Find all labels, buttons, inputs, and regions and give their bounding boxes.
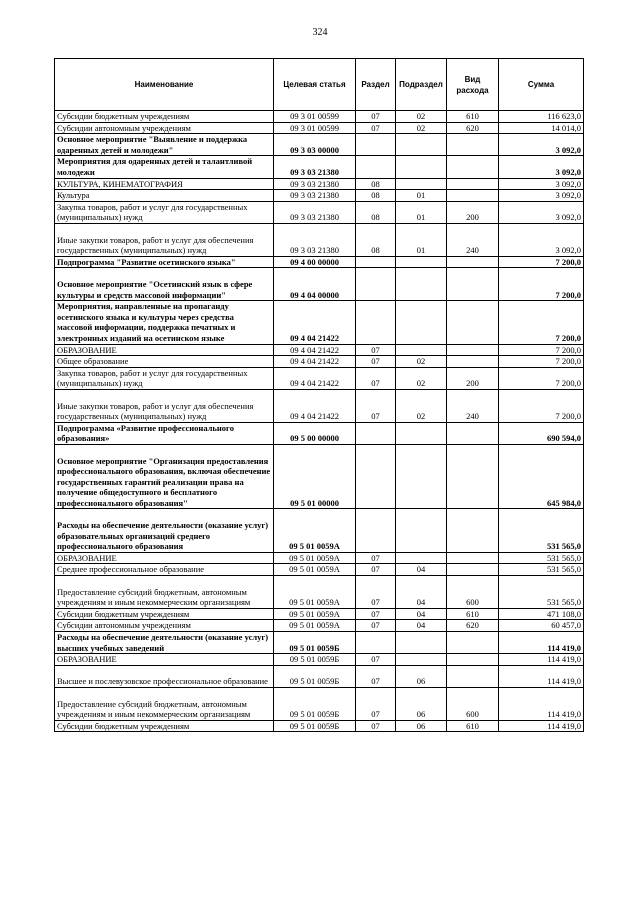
row-code: 09 4 04 21422 [274,367,356,389]
row-section: 07 [356,344,396,356]
row-subsection: 01 [396,201,447,223]
row-name: Закупка товаров, работ и услуг для государственных (муниципальных) нужд [55,367,274,389]
row-expense-type: 610 [447,111,499,123]
row-name: Закупка товаров, работ и услуг для государственных (муниципальных) нужд [55,201,274,223]
row-subsection: 02 [396,111,447,123]
row-expense-type [447,665,499,687]
row-code: 09 3 03 21380 [274,223,356,256]
row-sum: 14 014,0 [499,122,584,134]
row-sum: 531 565,0 [499,509,584,552]
row-sum: 114 419,0 [499,688,584,721]
row-section: 07 [356,389,396,422]
row-code: 09 3 03 21380 [274,156,356,178]
table-row [55,444,584,509]
row-section: 07 [356,564,396,576]
row-code: 09 5 01 0059Б [274,665,356,687]
row-name: Расходы на обеспечение деятельности (оказание услуг) высших учебных заведений [55,632,274,654]
row-subsection: 01 [396,223,447,256]
table-row [55,367,584,389]
table-row [55,190,584,202]
table-row [55,344,584,356]
row-name: ОБРАЗОВАНИЕ [55,552,274,564]
budget-table [54,58,584,732]
row-name: Иные закупки товаров, работ и услуг для обеспечения государственных (муниципальных) нужд [55,223,274,256]
row-name: Высшее и послевузовское профессиональное образование [55,665,274,687]
table-row [55,422,584,444]
row-section [356,509,396,552]
row-section [356,632,396,654]
row-name: Общее образование [55,356,274,368]
table-row [55,620,584,632]
header-sum: Сумма [499,59,584,111]
row-section: 08 [356,201,396,223]
header-section: Раздел [356,59,396,111]
row-expense-type: 620 [447,620,499,632]
row-sum: 7 200,0 [499,301,584,344]
row-name: Основное мероприятие "Осетинский язык в сфере культуры и средств массовой информации" [55,268,274,301]
row-code: 09 5 01 0059Б [274,632,356,654]
row-subsection: 06 [396,720,447,732]
row-expense-type: 600 [447,688,499,721]
row-sum: 114 419,0 [499,632,584,654]
table-row [55,178,584,190]
row-name: Субсидии бюджетным учреждениям [55,111,274,123]
header-code: Целевая статья [274,59,356,111]
row-code: 09 5 01 0059А [274,552,356,564]
row-sum: 531 565,0 [499,552,584,564]
table-row [55,576,584,609]
row-expense-type [447,178,499,190]
row-section: 07 [356,356,396,368]
table-row [55,688,584,721]
row-name: Среднее профессиональное образование [55,564,274,576]
table-row [55,201,584,223]
row-sum: 645 984,0 [499,444,584,509]
table-row [55,389,584,422]
row-section [356,156,396,178]
row-expense-type: 200 [447,201,499,223]
row-section: 07 [356,620,396,632]
row-name: Субсидии бюджетным учреждениям [55,720,274,732]
row-code: 09 5 01 0059А [274,576,356,609]
row-sum: 3 092,0 [499,156,584,178]
row-code: 09 5 01 0059Б [274,720,356,732]
row-sum: 690 594,0 [499,422,584,444]
row-expense-type: 610 [447,720,499,732]
row-section: 07 [356,688,396,721]
row-code: 09 3 01 00599 [274,122,356,134]
table-row [55,356,584,368]
table-row [55,654,584,666]
table-row [55,509,584,552]
row-sum: 3 092,0 [499,190,584,202]
table-row [55,122,584,134]
header-expense-type: Вид расхода [447,59,499,111]
row-code: 09 5 01 00000 [274,444,356,509]
row-name: Субсидии автономным учреждениям [55,620,274,632]
row-expense-type: 620 [447,122,499,134]
row-code: 09 3 03 21380 [274,190,356,202]
row-sum: 60 457,0 [499,620,584,632]
row-section: 08 [356,223,396,256]
row-section [356,444,396,509]
row-code: 09 3 01 00599 [274,111,356,123]
row-expense-type [447,134,499,156]
table-row [55,256,584,268]
row-subsection: 06 [396,688,447,721]
row-name: Подпрограмма "Развитие осетинского языка" [55,256,274,268]
row-code: 09 5 01 0059А [274,620,356,632]
row-sum: 116 623,0 [499,111,584,123]
table-row [55,134,584,156]
row-code: 09 3 03 00000 [274,134,356,156]
row-code: 09 4 00 00000 [274,256,356,268]
row-section: 08 [356,178,396,190]
row-code: 09 5 01 0059Б [274,688,356,721]
row-expense-type [447,156,499,178]
row-section: 07 [356,608,396,620]
row-subsection: 02 [396,367,447,389]
header-subsection: Подраздел [396,59,447,111]
row-subsection [396,422,447,444]
row-section [356,422,396,444]
row-sum: 3 092,0 [499,178,584,190]
row-expense-type [447,632,499,654]
row-subsection: 04 [396,608,447,620]
table-row [55,608,584,620]
table-row [55,156,584,178]
row-sum: 114 419,0 [499,654,584,666]
row-subsection: 02 [396,356,447,368]
row-sum: 7 200,0 [499,356,584,368]
table-header-row [55,59,584,111]
row-expense-type [447,268,499,301]
row-subsection [396,134,447,156]
table-row [55,720,584,732]
row-subsection [396,344,447,356]
row-name: Субсидии бюджетным учреждениям [55,608,274,620]
row-section: 07 [356,552,396,564]
row-name: Предоставление субсидий бюджетным, автономным учреждениям и иным некоммерческим организациям [55,688,274,721]
row-name: Иные закупки товаров, работ и услуг для обеспечения государственных (муниципальных) нужд [55,389,274,422]
row-expense-type [447,654,499,666]
row-sum: 471 108,0 [499,608,584,620]
row-section: 07 [356,111,396,123]
row-name: Культура [55,190,274,202]
row-section: 08 [356,190,396,202]
row-expense-type [447,301,499,344]
row-name: Субсидии автономным учреждениям [55,122,274,134]
row-subsection [396,552,447,564]
row-code: 09 5 00 00000 [274,422,356,444]
row-section: 07 [356,122,396,134]
row-subsection [396,178,447,190]
table-row [55,632,584,654]
row-subsection [396,509,447,552]
row-subsection: 04 [396,564,447,576]
row-subsection [396,632,447,654]
row-name: ОБРАЗОВАНИЕ [55,654,274,666]
row-subsection [396,301,447,344]
row-subsection: 06 [396,665,447,687]
row-subsection: 02 [396,122,447,134]
row-section [356,268,396,301]
row-code: 09 4 04 21422 [274,344,356,356]
table-row [55,223,584,256]
table-row [55,268,584,301]
row-code: 09 3 03 21380 [274,178,356,190]
header-name: Наименование [55,59,274,111]
row-section: 07 [356,654,396,666]
row-sum: 7 200,0 [499,389,584,422]
table-row [55,665,584,687]
row-code: 09 3 03 21380 [274,201,356,223]
row-sum: 531 565,0 [499,564,584,576]
row-expense-type [447,356,499,368]
row-section [356,134,396,156]
row-code: 09 4 04 00000 [274,268,356,301]
row-expense-type [447,444,499,509]
row-sum: 7 200,0 [499,268,584,301]
row-subsection [396,654,447,666]
row-subsection: 01 [396,190,447,202]
row-sum: 7 200,0 [499,367,584,389]
page-number: 324 [312,27,328,38]
row-code: 09 5 01 0059Б [274,654,356,666]
row-name: ОБРАЗОВАНИЕ [55,344,274,356]
row-section [356,301,396,344]
table-row [55,301,584,344]
row-expense-type [447,344,499,356]
row-name: Предоставление субсидий бюджетным, автономным учреждениям и иным некоммерческим организациям [55,576,274,609]
row-expense-type [447,422,499,444]
row-subsection: 04 [396,576,447,609]
row-section: 07 [356,367,396,389]
row-name: Основное мероприятие "Выявление и поддержка одаренных детей и молодежи" [55,134,274,156]
row-section: 07 [356,576,396,609]
row-name: Подпрограмма «Развитие профессионального образования» [55,422,274,444]
row-code: 09 5 01 0059А [274,564,356,576]
table-body [55,111,584,732]
row-expense-type: 610 [447,608,499,620]
row-section: 07 [356,665,396,687]
row-name: Мероприятия для одаренных детей и талантливой молодежи [55,156,274,178]
row-code: 09 4 04 21422 [274,356,356,368]
row-subsection: 02 [396,389,447,422]
row-expense-type: 200 [447,367,499,389]
row-sum: 3 092,0 [499,134,584,156]
row-subsection [396,256,447,268]
row-section [356,256,396,268]
table-row [55,111,584,123]
row-name: Расходы на обеспечение деятельности (оказание услуг) образовательных организаций среднего профессионального образования [55,509,274,552]
row-name: Мероприятия, направленные на пропаганду осетинского языка и культуры через средства массовой информации, поддержка печатных и электронных изданий на осетинском языке [55,301,274,344]
table-row [55,564,584,576]
row-code: 09 4 04 21422 [274,301,356,344]
row-sum: 3 092,0 [499,223,584,256]
row-expense-type: 600 [447,576,499,609]
row-subsection: 04 [396,620,447,632]
row-sum: 3 092,0 [499,201,584,223]
row-sum: 531 565,0 [499,576,584,609]
row-expense-type [447,509,499,552]
row-sum: 7 200,0 [499,344,584,356]
row-expense-type [447,552,499,564]
row-subsection [396,444,447,509]
row-expense-type [447,256,499,268]
row-expense-type [447,190,499,202]
row-code: 09 5 01 0059А [274,608,356,620]
table-row [55,552,584,564]
row-expense-type: 240 [447,389,499,422]
row-subsection [396,156,447,178]
row-code: 09 4 04 21422 [274,389,356,422]
row-expense-type: 240 [447,223,499,256]
row-section: 07 [356,720,396,732]
row-sum: 114 419,0 [499,665,584,687]
row-sum: 7 200,0 [499,256,584,268]
row-sum: 114 419,0 [499,720,584,732]
row-subsection [396,268,447,301]
row-name: КУЛЬТУРА, КИНЕМАТОГРАФИЯ [55,178,274,190]
row-code: 09 5 01 0059А [274,509,356,552]
row-expense-type [447,564,499,576]
row-name: Основное мероприятие "Организация предоставления профессионального образования, включая обеспечение государственных гарантий реализации права на получение общедоступного и бесплатного профессионального образования" [55,444,274,509]
